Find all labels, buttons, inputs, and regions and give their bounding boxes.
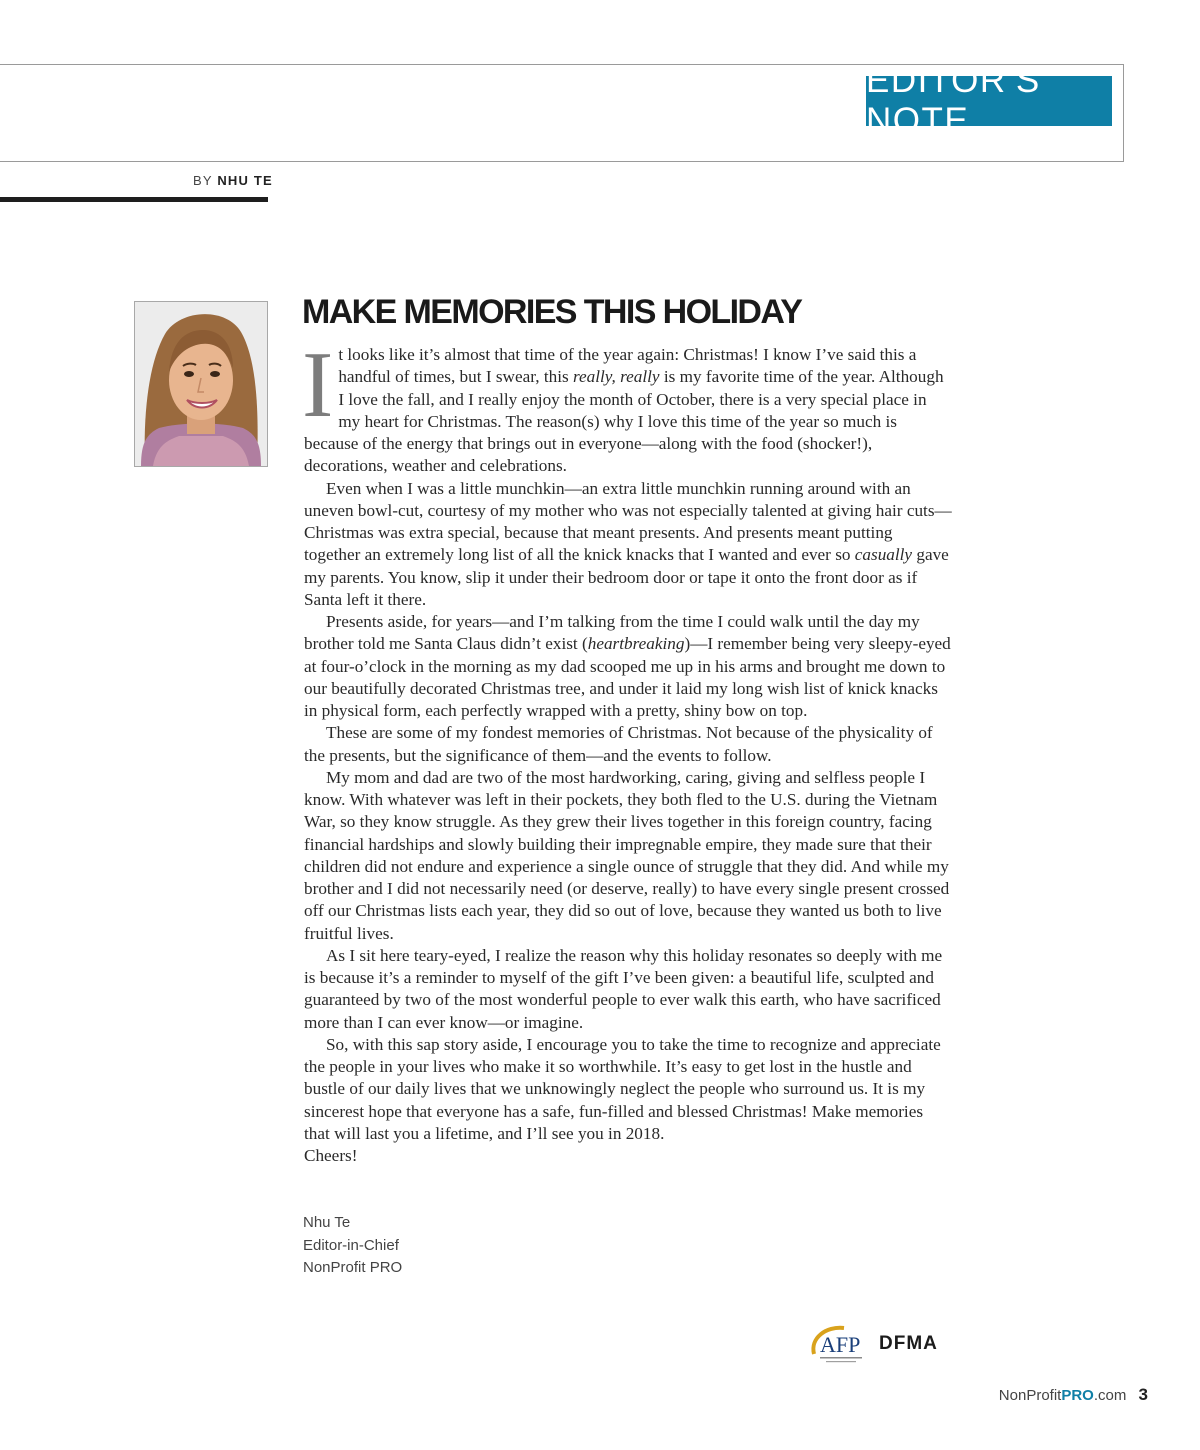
- paragraph-2: [304, 478, 952, 612]
- footer: [999, 1385, 1148, 1405]
- afp-logo-text: AFP: [820, 1332, 861, 1357]
- page-number: 3: [1138, 1385, 1148, 1404]
- author-photo: [134, 301, 268, 467]
- byline-rule: [0, 197, 268, 202]
- article-body: [302, 333, 952, 1167]
- paragraph-3-text-a: Presents aside, for years—and I’m talking from the time I could walk until the day my brother told me Santa Claus didn’t exist (: [304, 612, 920, 654]
- paragraph-1-text-a: t looks like it’s almost that time of the year again: Christmas! I know I’ve said this a handful of times, but I swear, this: [338, 345, 917, 387]
- byline-author: NHU TE: [217, 173, 273, 188]
- section-tag: EDITOR’S NOTE: [866, 76, 1112, 126]
- signoff-publication: NonProfit PRO: [303, 1259, 403, 1276]
- footer-site-suffix: .com: [1093, 1387, 1127, 1404]
- headline: MAKE MEMORIES THIS HOLIDAY: [302, 293, 802, 331]
- afp-logo-icon: [808, 1324, 870, 1366]
- paragraph-3-text-b: )—I remember being very sleepy-eyed at four-o’clock in the morning as my dad scooped me up in his arms and brought me down to our beautifully decorated Christmas tree, and under it laid my long wish list of knick knacks in physical form, each perfectly wrapped with a pretty, shiny bow on top.: [304, 634, 951, 720]
- byline: [193, 173, 273, 188]
- byline-prefix: BY: [193, 173, 213, 188]
- paragraph-6: As I sit here teary-eyed, I realize the reason why this holiday resonates so deeply with me is because it’s a reminder to myself of the gift I’ve been given: a beautiful life, sculpted and guaranteed by two of the most wonderful people to ever walk this earth, who have sacrificed more than I can ever know—or imagine.: [304, 945, 943, 1032]
- paragraph-8: Cheers!: [304, 1146, 358, 1165]
- paragraph-2-text-a: Even when I was a little munchkin—an extra little munchkin running around with an uneven bowl-cut, courtesy of my mother who was not especially talented at giving hair cuts—Christmas was extra special, because that meant presents. And presents meant putting together an extremely long list of all the knick knacks that I wanted and ever so: [304, 478, 952, 565]
- portrait-icon: [135, 302, 267, 466]
- drop-cap: I: [302, 333, 334, 437]
- paragraph-3-emphasis: heartbreaking: [587, 634, 685, 654]
- signoff-title: Editor-in-Chief: [303, 1236, 399, 1254]
- signoff-name: Nhu Te: [303, 1214, 351, 1231]
- signoff: [303, 1212, 402, 1280]
- paragraph-1: [302, 333, 952, 478]
- dfma-logo: DFMA: [879, 1333, 938, 1354]
- paragraph-3: [304, 611, 952, 722]
- paragraph-2-text-b: gave my parents. You know, slip it under their bedroom door or tape it onto the front door as if Santa left it there.: [304, 545, 949, 609]
- footer-site-prefix: NonProfit: [998, 1387, 1062, 1404]
- footer-site-pro: PRO: [1061, 1387, 1094, 1404]
- paragraph-5: My mom and dad are two of the most hardworking, caring, giving and selfless people I know. With whatever was left in their pockets, they both fled to the U.S. during the Vietnam War, so they know struggle. As they grew their lives together in this foreign country, facing financial hardships and slowly building their impregnable empire, they made sure that their children did not endure and experience a single ounce of struggle that they did. And while my brother and I did not necessarily need (or deserve, really) to have every single present crossed off our Christmas lists each year, they did so out of love, because they wanted us both to live fruitful lives.: [304, 767, 950, 943]
- paragraph-1-text-b: is my favorite time of the year. Although I love the fall, and I really enjoy the month of October, there is a very special place in my heart for Christmas. The reason(s) why I love this time of the year so much is because of the energy that brings out in everyone—along with the food (shocker!), decorations, weather and celebrations.: [304, 367, 944, 476]
- paragraph-4: These are some of my fondest memories of Christmas. Not because of the physicality of the presents, but the significance of them—and the events to follow.: [304, 723, 933, 765]
- paragraph-2-emphasis: casually: [854, 545, 913, 565]
- paragraph-7: So, with this sap story aside, I encourage you to take the time to recognize and appreciate the people in your lives who make it so worthwhile. It’s easy to get lost in the hustle and bustle of our daily lives that we unknowingly neglect the people who surround us. It is my sincerest hope that everyone has a safe, fun-filled and blessed Christmas! Make memories that will last you a lifetime, and I’ll see you in 2018.: [304, 1034, 941, 1143]
- paragraph-1-emphasis: really, really: [572, 367, 660, 387]
